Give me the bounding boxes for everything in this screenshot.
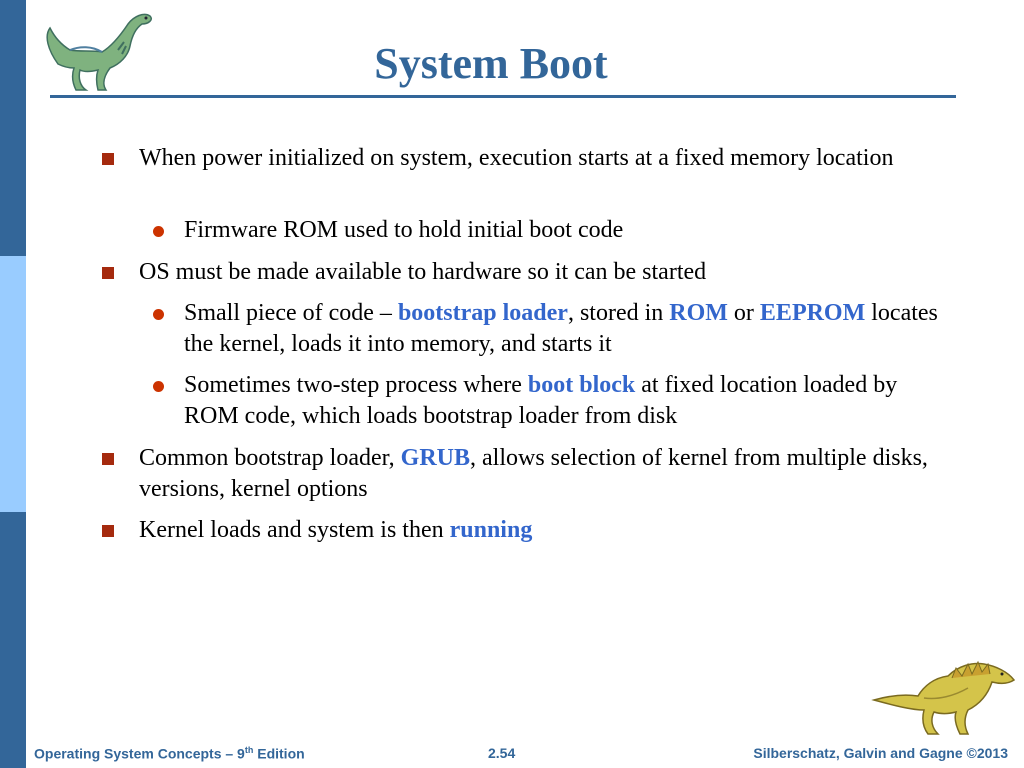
sub-bullet-item <box>184 298 944 360</box>
footer-left-prefix: Operating System Concepts – 9 <box>34 745 245 762</box>
bullet-item <box>139 257 929 288</box>
bullet-item <box>139 143 929 174</box>
bullet-square-icon <box>102 267 114 279</box>
term-running: running <box>449 517 533 543</box>
bullet-text: When power initialized on system, execution starts at a fixed memory location <box>139 145 894 171</box>
sidebar-segment-bottom <box>0 512 26 768</box>
term-grub: GRUB <box>400 445 471 471</box>
term-boot-block: boot block <box>527 372 636 398</box>
bullet-square-icon <box>102 525 114 537</box>
bullet-text: locates the kernel, loads it into memory, and starts it <box>184 300 938 357</box>
term-bootstrap-loader: bootstrap loader <box>397 300 568 326</box>
bullet-text: , allows selection of kernel from multiple disks, versions, kernel options <box>139 445 928 502</box>
sidebar-segment-middle <box>0 256 26 512</box>
bullet-text: Small piece of code – <box>184 300 398 326</box>
bullet-item <box>139 515 929 546</box>
footer-authors: Silberschatz, Galvin and Gagne ©2013 <box>753 745 1008 761</box>
bullet-square-icon <box>102 453 114 465</box>
bullet-text: or <box>727 300 760 326</box>
sidebar-stripe <box>0 0 26 768</box>
footer-left-sup: th <box>244 745 254 755</box>
bullet-square-icon <box>102 153 114 165</box>
sub-bullet-item <box>184 215 944 246</box>
footer-page-number: 2.54 <box>488 745 516 761</box>
dinosaur-bottom-icon <box>868 656 1018 738</box>
bullet-text: Firmware ROM used to hold initial boot code <box>184 217 624 243</box>
bullet-dot-icon <box>153 381 164 392</box>
bullet-text: Sometimes two-step process where <box>184 372 528 398</box>
bullet-text: Common bootstrap loader, <box>139 445 401 471</box>
bullet-text: Kernel loads and system is then <box>139 517 450 543</box>
title-underline <box>50 95 956 98</box>
footer-course-title <box>34 745 305 762</box>
bullet-dot-icon <box>153 309 164 320</box>
bullet-text: , stored in <box>567 300 670 326</box>
bullet-dot-icon <box>153 226 164 237</box>
term-rom: ROM <box>669 300 728 326</box>
bullet-text: at fixed location loaded by ROM code, which loads bootstrap loader from disk <box>184 372 898 429</box>
bullet-text: OS must be made available to hardware so it can be started <box>139 259 707 285</box>
term-eeprom: EEPROM <box>759 300 866 326</box>
slide-title: System Boot <box>374 39 608 88</box>
footer-left-suffix: Edition <box>253 745 305 762</box>
sidebar-segment-top <box>0 0 26 256</box>
bullet-item <box>139 443 929 505</box>
sub-bullet-item <box>184 370 944 432</box>
